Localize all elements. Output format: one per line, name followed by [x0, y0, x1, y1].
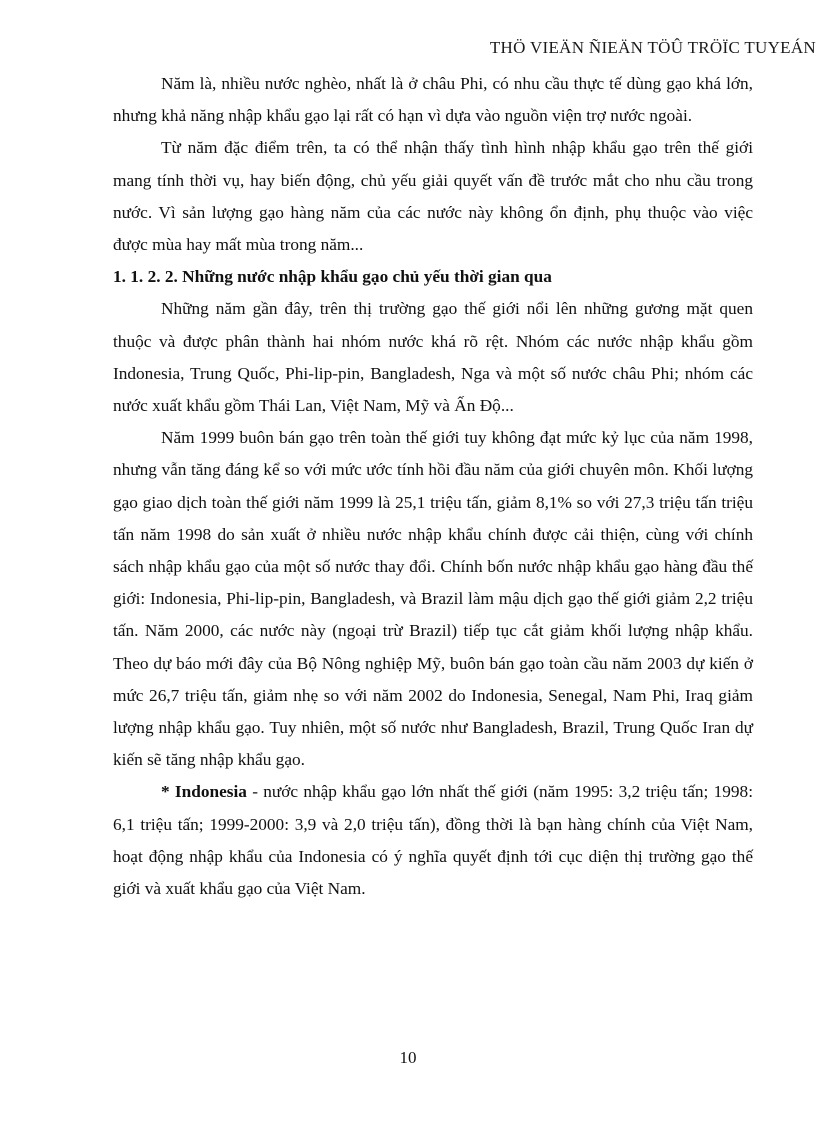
- paragraph-tu-nam-dac-diem: Từ năm đặc điểm trên, ta có thể nhận thấy tình hình nhập khẩu gạo trên thế giới mang tính thời vụ, hay biến động, chủ yếu giải quyết vấn đề trước mắt cho nhu cầu trong nước. Vì sản lượng gạo hàng năm của các nước này không ổn định, phụ thuộc vào việc được mùa hay mất mùa trong năm...: [113, 138, 753, 255]
- paragraph-nam-la: Năm là, nhiều nước nghèo, nhất là ở châu Phi, có nhu cầu thực tế dùng gạo khá lớn, nhưng khả năng nhập khẩu gạo lại rất có hạn vì dựa vào nguồn viện trợ nước ngoài.: [113, 74, 753, 126]
- running-header: THÖ VIEÄN ÑIEÄN TÖÛ TRÖÏC TUYEÁN: [489, 38, 816, 57]
- indonesia-text: - nước nhập khẩu gạo lớn nhất thế giới (năm 1995: 3,2 triệu tấn; 1998: 6,1 triệu tấn; 1999-2000: 3,9 và 2,0 triệu tấn), đồng thời là bạn hàng chính của Việt Nam, hoạt động nhập khẩu của Indonesia có ý nghĩa quyết định tới cục diện thị trường gạo thế giới và xuất khẩu gạo của Việt Nam.: [113, 782, 753, 899]
- paragraph-nhung-nam-gan-day: Những năm gần đây, trên thị trường gạo thế giới nổi lên những gương mặt quen thuộc và được phân thành hai nhóm nước khá rõ rệt. Nhóm các nước nhập khẩu gồm Indonesia, Trung Quốc, Phi-lip-pin, Bangladesh, Nga và một số nước châu Phi; nhóm các nước xuất khẩu gồm Thái Lan, Việt Nam, Mỹ và Ấn Độ...: [113, 299, 753, 416]
- section-heading: 1. 1. 2. 2. Những nước nhập khẩu gạo chủ yếu thời gian qua: [113, 267, 552, 287]
- paragraph-nam-1999: Năm 1999 buôn bán gạo trên toàn thế giới tuy không đạt mức kỷ lục của năm 1998, nhưng vẫn tăng đáng kể so với mức ước tính hồi đầu năm của giới chuyên môn. Khối lượng gạo giao dịch toàn thế giới năm 1999 là 25,1 triệu tấn, giảm 8,1% so với 27,3 triệu tấn triệu tấn năm 1998 do sản xuất ở nhiều nước nhập khẩu chính được cải thiện, cùng với chính sách nhập khẩu gạo của một số nước thay đổi. Chính bốn nước nhập khẩu gạo hàng đầu thế giới: Indonesia, Phi-lip-pin, Bangladesh, và Brazil làm mậu dịch gạo thế giới giảm 2,2 triệu tấn. Năm 2000, các nước này (ngoại trừ Brazil) tiếp tục cắt giảm khối lượng nhập khẩu. Theo dự báo mới đây của Bộ Nông nghiệp Mỹ, buôn bán gạo toàn cầu năm 2003 dự kiến ở mức 26,7 triệu tấn, giảm nhẹ so với năm 2002 do Indonesia, Senegal, Nam Phi, Iraq giảm lượng nhập khẩu gạo. Tuy nhiên, một số nước như Bangladesh, Brazil, Trung Quốc Iran dự kiến sẽ tăng nhập khẩu gạo.: [113, 428, 753, 770]
- indonesia-label: * Indonesia: [161, 782, 247, 802]
- paragraph-indonesia: [113, 776, 753, 905]
- document-body: [113, 68, 753, 905]
- page-number: 10: [399, 1048, 417, 1067]
